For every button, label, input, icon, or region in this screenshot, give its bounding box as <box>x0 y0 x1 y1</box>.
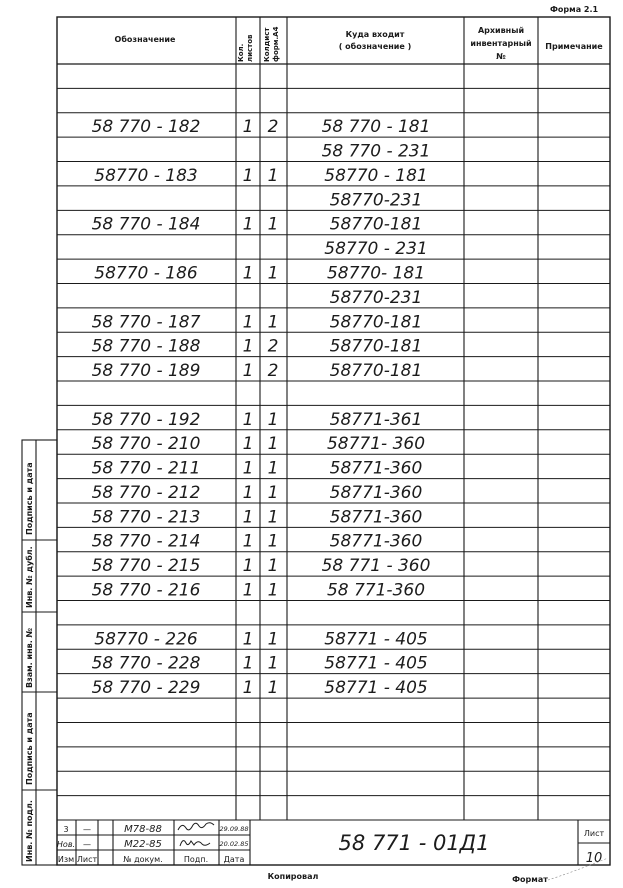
table-row <box>92 556 431 576</box>
revision-2-change: Нов. <box>56 840 76 849</box>
row-where-used: 58770-231 <box>329 287 423 308</box>
table-row <box>92 312 423 332</box>
row-sheets: 1 <box>242 214 254 235</box>
table-row <box>92 532 423 552</box>
row-where-used: 58771 - 405 <box>324 629 428 650</box>
sheet-number: 10 <box>585 851 603 866</box>
row-a4-sheets: 1 <box>267 556 279 577</box>
form-label: Форма 2.1 <box>550 5 599 14</box>
row-sheets: 1 <box>242 507 254 528</box>
table-row <box>92 581 425 601</box>
table-row <box>94 629 427 649</box>
row-a4-sheets: 2 <box>267 361 279 382</box>
row-where-used: 58770 - 181 <box>324 165 428 186</box>
row-sheets: 1 <box>242 165 254 186</box>
row-designation: 58 770 - 216 <box>91 580 201 601</box>
row-where-used: 58771-360 <box>329 531 423 552</box>
footer-copied: Копировал <box>267 872 319 881</box>
row-sheets: 1 <box>242 361 254 382</box>
row-designation: 58 770 - 229 <box>91 678 201 699</box>
row-sheets: 1 <box>242 556 254 577</box>
side-label-sign-date-top: Подпись и дата <box>25 462 34 535</box>
row-a4-sheets: 1 <box>267 214 279 235</box>
row-designation: 58770 - 226 <box>94 629 198 650</box>
row-designation: 58 770 - 212 <box>91 482 201 503</box>
revision-2-sheet: — <box>83 840 91 849</box>
table-row <box>324 239 427 259</box>
row-designation: 58770 - 183 <box>94 165 198 186</box>
row-where-used: 58770 - 231 <box>324 239 428 260</box>
row-a4-sheets: 1 <box>267 434 279 455</box>
row-where-used: 58770-181 <box>329 312 423 333</box>
tb-col-date: Дата <box>223 855 245 864</box>
tb-col-sheet: Лист <box>76 855 98 864</box>
tb-col-change: Изм <box>57 855 75 864</box>
row-sheets: 1 <box>242 629 254 650</box>
revision-1-signature <box>178 823 214 830</box>
row-a4-sheets: 1 <box>267 312 279 333</box>
row-a4-sheets: 1 <box>267 482 279 503</box>
row-sheets: 1 <box>242 409 254 430</box>
row-a4-sheets: 1 <box>267 629 279 650</box>
table-row <box>92 434 425 454</box>
row-sheets: 1 <box>242 263 254 284</box>
revision-row-2 <box>57 839 249 850</box>
row-a4-sheets: 1 <box>267 678 279 699</box>
tb-col-doc: № докум. <box>123 855 163 864</box>
revision-1-date: 29.09.88 <box>219 825 249 833</box>
row-designation: 58 770 - 184 <box>91 214 201 235</box>
revision-2-signature <box>180 841 210 846</box>
row-designation: 58 770 - 210 <box>91 434 201 455</box>
row-where-used: 58771-360 <box>329 507 423 528</box>
row-where-used: 58 771-360 <box>326 580 426 601</box>
footer-format: Формат <box>512 875 548 884</box>
row-where-used: 58 771 - 360 <box>321 556 431 577</box>
table-header <box>115 26 604 62</box>
row-a4-sheets: 2 <box>267 117 279 138</box>
side-label-replace-inv: Взам. инв. № <box>25 627 34 688</box>
row-where-used: 58770-231 <box>329 190 423 211</box>
row-where-used: 58 770 - 231 <box>321 141 431 162</box>
table-row <box>92 507 423 527</box>
revision-2-doc: М22-85 <box>124 839 162 850</box>
row-sheets: 1 <box>242 653 254 674</box>
row-where-used: 58771-360 <box>329 482 423 503</box>
row-where-used: 58771-361 <box>329 409 423 430</box>
row-designation: 58 770 - 228 <box>91 653 201 674</box>
row-a4-sheets: 1 <box>267 507 279 528</box>
header-where-1: Куда входит <box>345 30 405 39</box>
row-sheets: 1 <box>242 678 254 699</box>
header-a4-2: форм.А4 <box>272 26 280 62</box>
header-designation: Обозначение <box>114 35 176 44</box>
row-designation: 58 770 - 188 <box>91 336 201 357</box>
row-sheets: 1 <box>242 434 254 455</box>
header-archive-1: Архивный <box>477 26 525 35</box>
sheet-label: Лист <box>583 829 605 838</box>
row-a4-sheets: 1 <box>267 580 279 601</box>
row-designation: 58770 - 186 <box>94 263 198 284</box>
row-designation: 58 770 - 215 <box>91 556 201 577</box>
tb-col-sign: Подп. <box>183 855 209 864</box>
row-where-used: 58770-181 <box>329 361 423 382</box>
row-designation: 58 770 - 214 <box>91 531 201 552</box>
row-sheets: 1 <box>242 531 254 552</box>
row-a4-sheets: 1 <box>267 458 279 479</box>
row-designation: 58 770 - 213 <box>91 507 201 528</box>
header-archive-2: инвентарный <box>470 39 532 48</box>
table-row <box>92 117 431 137</box>
document-number: 58 771 - 01Д1 <box>338 831 490 855</box>
row-sheets: 1 <box>242 336 254 357</box>
header-sheets-1: Кол. <box>237 43 245 62</box>
header-where-2: ( обозначение ) <box>338 42 412 51</box>
row-where-used: 58771- 360 <box>326 434 426 455</box>
row-a4-sheets: 1 <box>267 531 279 552</box>
row-sheets: 1 <box>242 458 254 479</box>
table-row <box>330 288 423 308</box>
row-where-used: 58770- 181 <box>326 263 426 284</box>
table-row <box>92 361 423 381</box>
row-designation: 58 770 - 187 <box>91 312 201 333</box>
row-a4-sheets: 1 <box>267 165 279 186</box>
row-designation: 58 770 - 211 <box>91 458 201 479</box>
table-row <box>330 190 423 210</box>
row-where-used: 58771 - 405 <box>324 653 428 674</box>
row-sheets: 1 <box>242 580 254 601</box>
table-row <box>92 215 423 235</box>
revision-1-sheet: — <box>83 825 91 834</box>
revision-1-doc: М78-88 <box>124 824 162 835</box>
row-a4-sheets: 1 <box>267 653 279 674</box>
revision-row-1 <box>63 823 248 835</box>
row-where-used: 58771 - 405 <box>324 678 428 699</box>
table-rows <box>92 117 431 698</box>
revision-2-date: 20.02.85 <box>219 840 249 848</box>
table-row <box>92 483 423 503</box>
table-row <box>92 459 423 479</box>
header-note: Примечание <box>545 42 603 51</box>
row-a4-sheets: 1 <box>267 409 279 430</box>
row-where-used: 58 770 - 181 <box>321 117 431 138</box>
revision-1-change: 3 <box>63 825 69 834</box>
row-a4-sheets: 2 <box>267 336 279 357</box>
table-row <box>92 410 423 430</box>
row-designation: 58 770 - 189 <box>91 361 201 382</box>
row-designation: 58 770 - 182 <box>91 117 201 138</box>
row-designation: 58 770 - 192 <box>91 409 201 430</box>
header-archive-3: № <box>496 52 506 61</box>
row-sheets: 1 <box>242 482 254 503</box>
table-row <box>322 142 431 162</box>
row-sheets: 1 <box>242 117 254 138</box>
row-sheets: 1 <box>242 312 254 333</box>
table-row <box>94 166 427 186</box>
side-label-dup-inv: Инв. № дубл. <box>25 546 34 608</box>
side-label-orig-inv: Инв. № подл. <box>25 800 34 862</box>
row-a4-sheets: 1 <box>267 263 279 284</box>
header-a4-1: Колдист <box>263 27 271 62</box>
row-where-used: 58770-181 <box>329 336 423 357</box>
side-label-sign-date-bottom: Подпись и дата <box>25 712 34 785</box>
table-row <box>92 337 423 357</box>
header-sheets-2: листов <box>246 34 254 62</box>
row-where-used: 58770-181 <box>329 214 423 235</box>
row-where-used: 58771-360 <box>329 458 423 479</box>
